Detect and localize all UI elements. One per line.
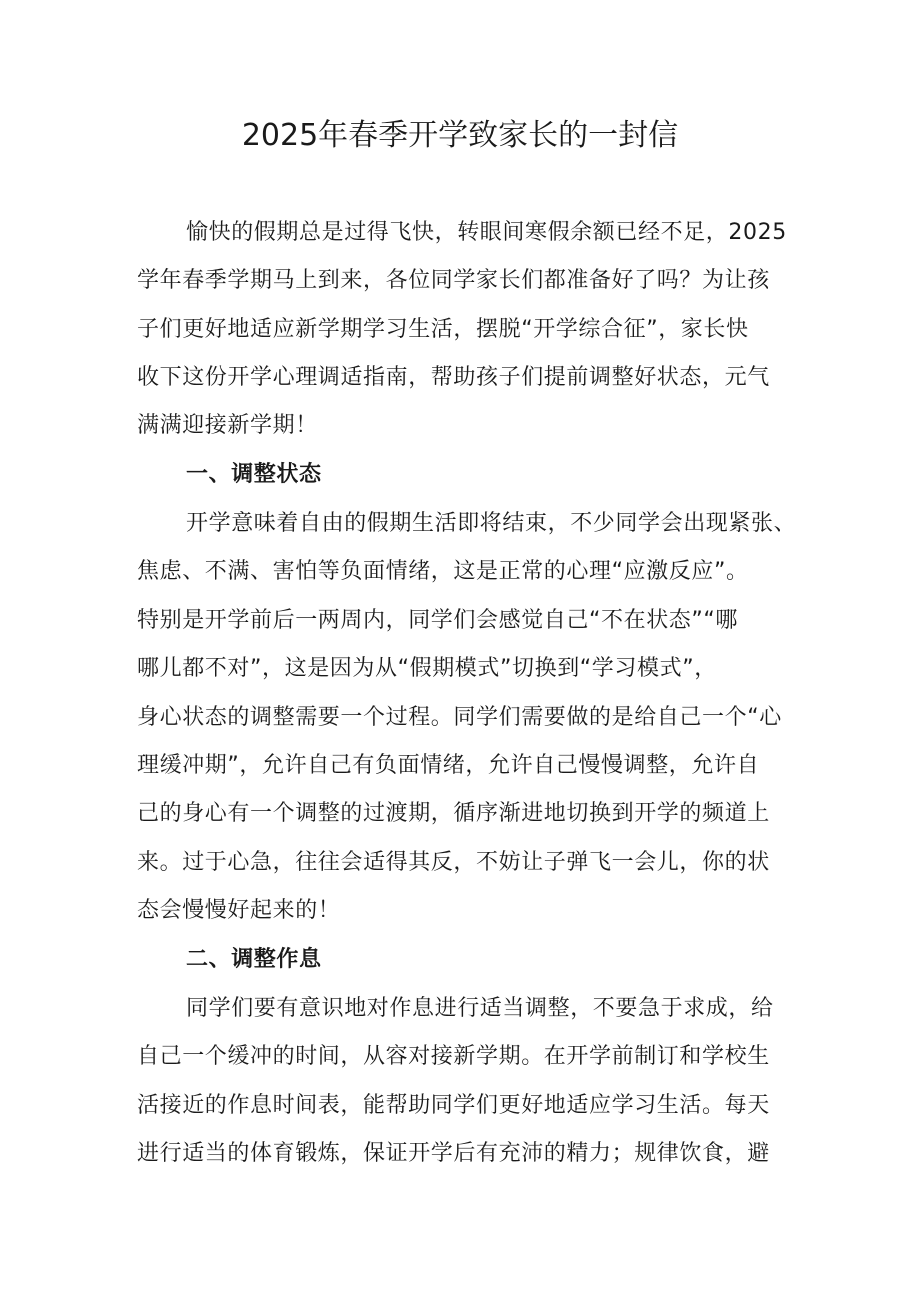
intro-line-1: 愉快的假期总是过得飞快，转眼间寒假余额已经不足，2025 [186, 220, 787, 245]
section2-line-3: 活接近的作息时间表，能帮助同学们更好地适应学习生活。每天 [137, 1093, 770, 1118]
section1-line-4: 哪儿都不对”，这是因为从“假期模式”切换到“学习模式”， [137, 656, 717, 681]
section1-line-3: 特别是开学前后一两周内，同学们会感觉自己“不在状态”“哪 [137, 608, 738, 633]
section1-line-9: 态会慢慢好起来的！ [137, 898, 341, 923]
section1-heading: 一、调整状态 [186, 462, 322, 487]
section1-line-2: 焦虑、不满、害怕等负面情绪，这是正常的心理“应激反应”。 [137, 559, 749, 584]
section2-line-1: 同学们要有意识地对作息进行适当调整，不要急于求成，给 [186, 996, 774, 1021]
section1-line-7: 己的身心有一个调整的过渡期，循序渐进地切换到开学的频道上 [137, 801, 770, 826]
intro-line-4: 收下这份开学心理调适指南，帮助孩子们提前调整好状态，元气 [137, 365, 770, 390]
section2-line-4: 进行适当的体育锻炼，保证开学后有充沛的精力；规律饮食，避 [137, 1141, 770, 1166]
intro-line-5: 满满迎接新学期！ [137, 413, 318, 438]
intro-line-3: 子们更好地适应新学期学习生活，摆脱“开学综合征”，家长快 [137, 317, 749, 342]
section1-line-8: 来。过于心急，往往会适得其反，不妨让子弹飞一会儿，你的状 [137, 850, 770, 875]
section2-line-2: 自己一个缓冲的时间，从容对接新学期。在开学前制订和学校生 [137, 1044, 770, 1069]
section1-line-6: 理缓冲期”，允许自己有负面情绪，允许自己慢慢调整，允许自 [137, 753, 760, 778]
section1-line-1: 开学意味着自由的假期生活即将结束，不少同学会出现紧张、 [186, 511, 797, 536]
section2-heading: 二、调整作息 [186, 947, 322, 972]
section1-line-5: 身心状态的调整需要一个过程。同学们需要做的是给自己一个“心 [137, 705, 782, 730]
document-title: 2025年春季开学致家长的一封信 [241, 118, 679, 153]
intro-line-2: 学年春季学期马上到来，各位同学家长们都准备好了吗？为让孩 [137, 268, 770, 293]
